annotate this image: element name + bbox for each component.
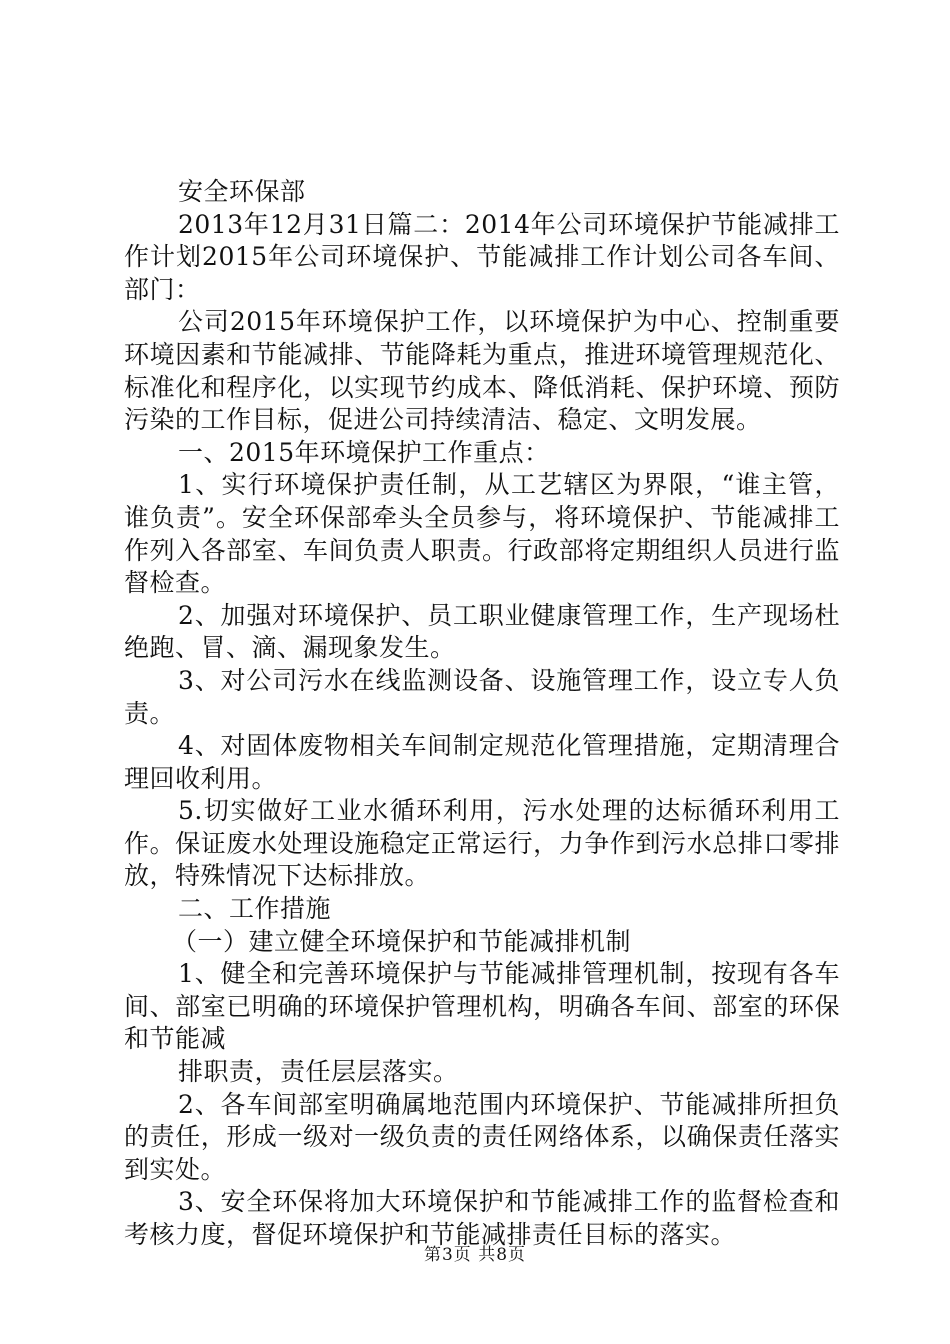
list-item-5: 5.切实做好工业水循环利用，污水处理的达标循环利用工作。保证废水处理设施稳定正常运行，力争作到污水总排口零排放，特殊情况下达标排放。 (124, 796, 840, 891)
page-number: 第3页 共8页 (423, 1245, 527, 1265)
measure-item-3: 3、安全环保将加大环境保护和节能减排工作的监督检查和考核力度，督促环境保护和节能减排责任目标的落实。 (124, 1187, 840, 1249)
measure-item-1-continued: 排职责，责任层层落实。 (178, 1057, 459, 1087)
document-body (124, 176, 840, 1252)
list-item-3: 3、对公司污水在线监测设备、设施管理工作，设立专人负责。 (124, 665, 840, 728)
paragraph-department: 安全环保部 (178, 177, 306, 206)
measure-item-1: 1、健全和完善环境保护与节能减排管理机制，按现有各车间、部室已明确的环境保护管理机构，明确各车间、部室的环保和节能减 (124, 959, 840, 1054)
paragraph-intro: 公司2015年环境保护工作，以环境保护为中心、控制重要环境因素和节能减排、节能降耗为重点，推进环境管理规范化、标准化和程序化，以实现节约成本、降低消耗、保护环境、预防污染的工作目标，促进公司持续清洁、稳定、文明发展。 (124, 307, 840, 435)
list-item-1: 1、实行环境保护责任制，从工艺辖区为界限，“谁主管，谁负责”。安全环保部牵头全员参与，将环境保护、节能减排工作列入各部室、车间负责人职责。行政部将定期组织人员进行监督检查。 (124, 470, 840, 598)
list-item-4: 4、对固体废物相关车间制定规范化管理措施，定期清理合理回收利用。 (124, 731, 840, 793)
paragraph-date-and-heading: 2013年12月31日篇二：2014年公司环境保护节能减排工作计划2015年公司环境保护、节能减排工作计划公司各车间、部门： (124, 209, 840, 304)
section-heading-measures: 二、工作措施 (178, 894, 332, 924)
measure-item-2: 2、各车间部室明确属地范围内环境保护、节能减排所担负的责任，形成一级对一级负责的责任网络体系，以确保责任落实到实处。 (124, 1089, 840, 1184)
subsection-heading-mechanism: （一）建立健全环境保护和节能减排机制 (172, 926, 632, 956)
section-heading-key-points: 一、2015年环境保护工作重点： (178, 437, 550, 467)
list-item-2: 2、加强对环境保护、员工职业健康管理工作，生产现场杜绝跑、冒、滴、漏现象发生。 (124, 600, 840, 663)
